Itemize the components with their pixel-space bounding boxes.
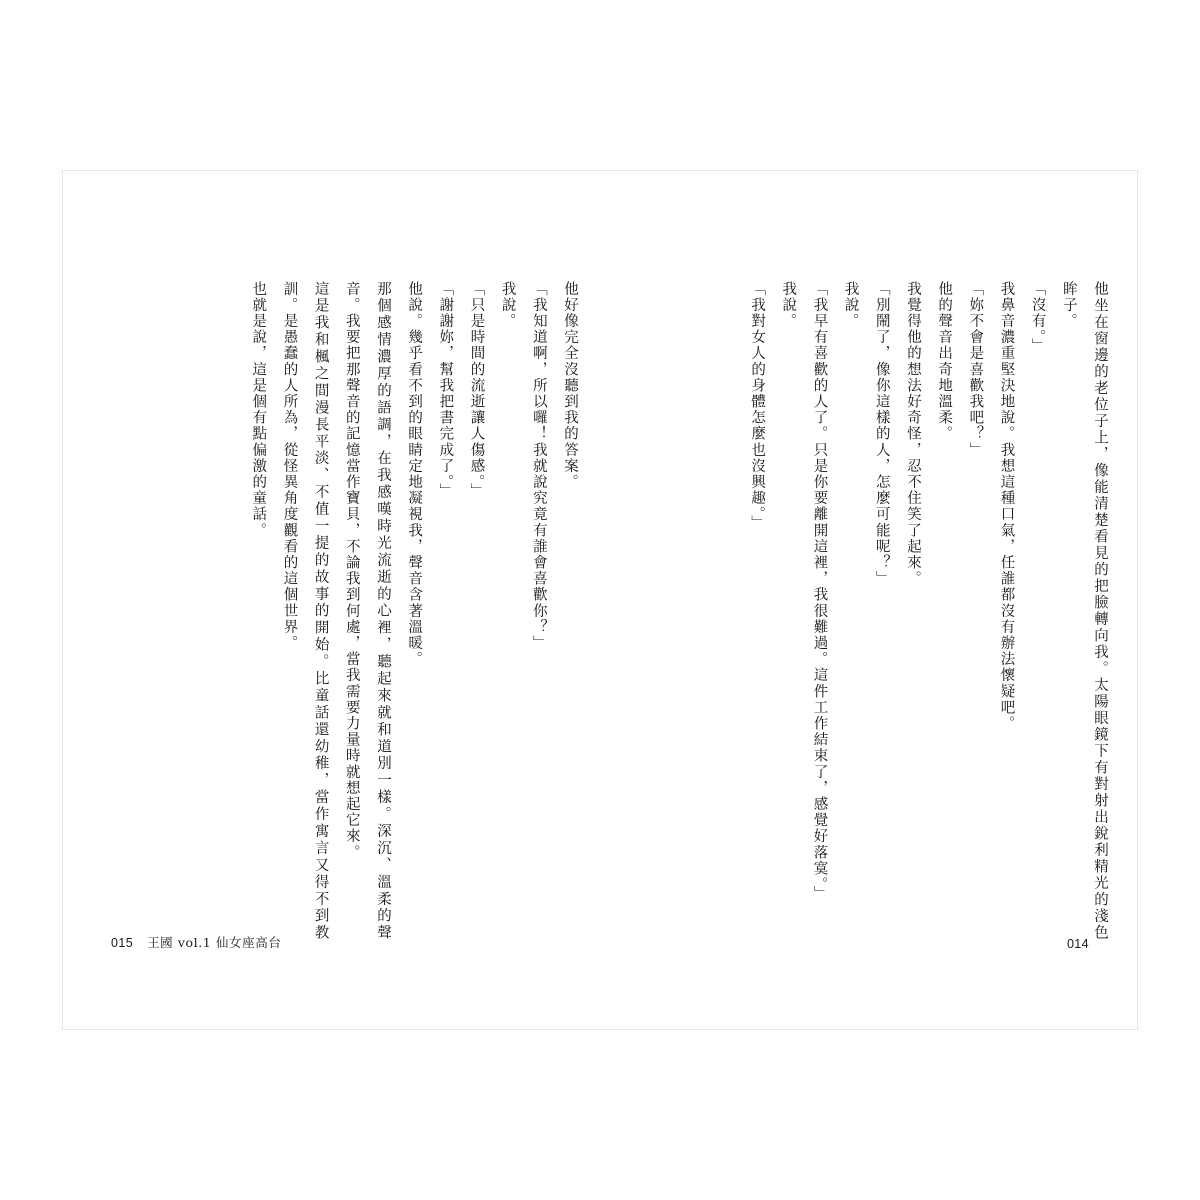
page-number-left: 015 — [111, 936, 134, 950]
paragraph: 他坐在窗邊的老位子上，像能清楚看見的把臉轉向我。太陽眼鏡下有對射出銳利精光的淺色眸子。 — [1060, 281, 1108, 941]
right-page-footer — [1067, 937, 1089, 951]
paragraph: 「別鬧了，像你這樣的人，怎麼可能呢？」 — [873, 281, 890, 587]
paragraph: 「只是時間的流逝讓人傷感。」 — [468, 281, 485, 500]
paragraph: 那個感情濃厚的語調，在我感嘆時光流逝的心裡，聽起來就和道別一樣。深沉、溫柔的聲音。我要把那聲音的記憶當作寶貝，不論我到何處，當我需要力量時就想起它來。 — [343, 281, 391, 941]
paragraph: 「謝謝妳，幫我把書完成了。」 — [437, 281, 454, 500]
paragraph: 我說。 — [842, 281, 859, 330]
paragraph: 「我知道啊，所以囉！我就說究竟有誰會喜歡你？」 — [530, 281, 547, 652]
paragraph: 也就是說，這是個有點偏激的童話。 — [250, 281, 267, 539]
paragraph: 「沒有。」 — [1029, 281, 1046, 355]
paragraph: 「我早有喜歡的人了。只是你要離開這裡，我很難過。這件工作結束了，感覺好落寞。」 — [811, 281, 828, 902]
paragraph: 他說。幾乎看不到的眼睛定地凝視我，聲音含著溫暖。 — [406, 281, 423, 668]
left-page-text-block — [242, 281, 585, 941]
paragraph: 這是我和楓之間漫長平淡、不值一提的故事的開始。比童話還幼稚，當作寓言又得不到教訓。是愚蠢的人所為，從怪異角度觀看的這個世界。 — [281, 281, 329, 941]
paragraph: 我鼻音濃重堅決地說。我想這種口氣，任誰都沒有辦法懷疑吧。 — [998, 281, 1015, 732]
paragraph: 「妳不會是喜歡我吧？」 — [967, 281, 984, 459]
paragraph: 他好像完全沒聽到我的答案。 — [562, 281, 578, 491]
left-page-footer — [111, 933, 281, 951]
page-number-right: 014 — [1066, 937, 1089, 951]
paragraph: 他的聲音出奇地溫柔。 — [936, 281, 953, 442]
running-book-title: 王國 vol.1 仙女座高台 — [147, 935, 282, 950]
paragraph: 「我對女人的身體怎麼也沒興趣。」 — [749, 281, 766, 532]
right-page-text-block — [741, 281, 1115, 941]
book-page-sheet — [62, 170, 1138, 1030]
paragraph: 我覺得他的想法好奇怪，忍不住笑了起來。 — [904, 281, 921, 587]
paragraph: 我說。 — [499, 281, 516, 330]
book-spread — [63, 171, 1137, 1029]
paragraph: 我說。 — [780, 281, 797, 330]
